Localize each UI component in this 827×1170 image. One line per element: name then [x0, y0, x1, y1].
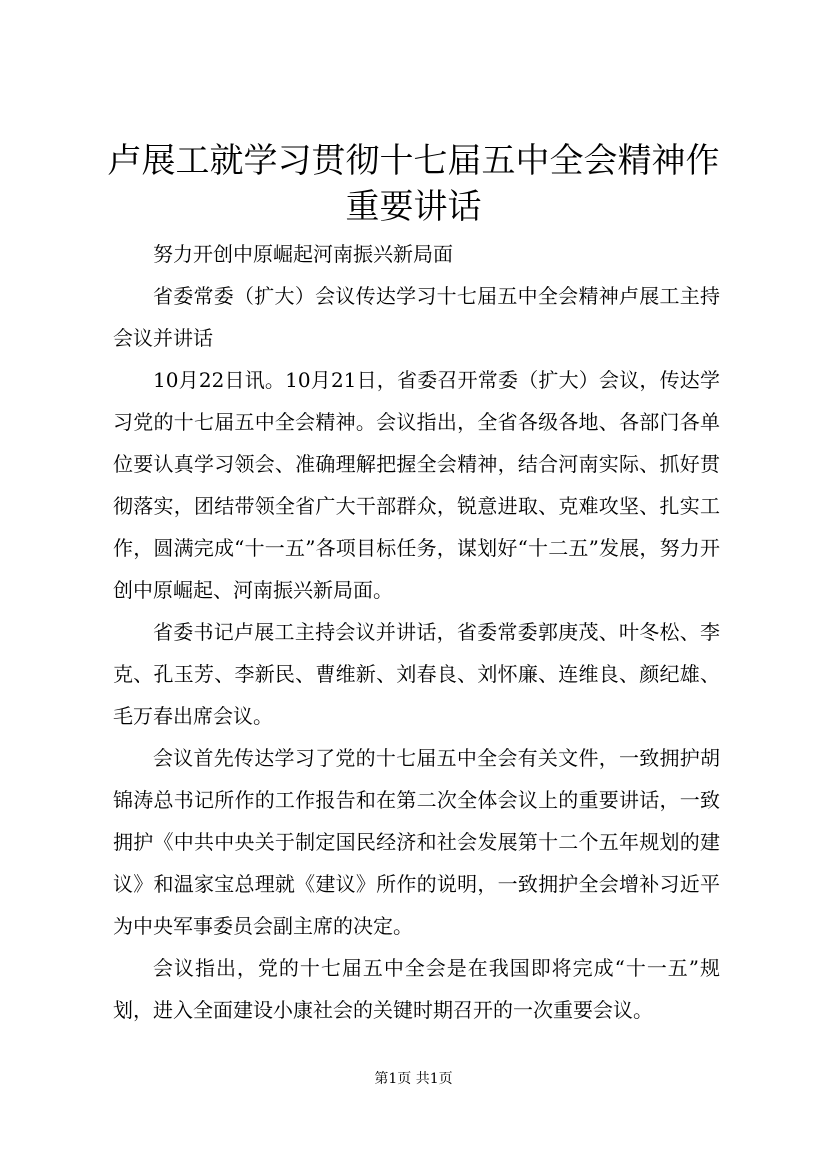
- body-paragraph: 会议首先传达学习了党的十七届五中全会有关文件，一致拥护胡锦涛总书记所作的工作报告和在第二次全体会议上的重要讲话，一致拥护《中共中央关于制定国民经济和社会发展第十二个五年规划的建议》和温家宝总理就《建议》所作的说明，一致拥护全会增补习近平为中央军事委员会副主席的决定。: [113, 746, 720, 938]
- body-paragraph: 会议指出，党的十七届五中全会是在我国即将完成“十一五”规划，进入全面建设小康社会的关键时期召开的一次重要会议。: [113, 956, 720, 1022]
- page-footer: 第1页 共1页: [374, 1071, 453, 1087]
- body-paragraph: 省委书记卢展工主持会议并讲话，省委常委郭庚茂、叶冬松、李克、孔玉芳、李新民、曹维新、刘春良、刘怀廉、连维良、颜纪雄、毛万春出席会议。: [113, 620, 720, 728]
- document-title: 卢展工就学习贯彻十七届五中全会精神作重要讲话: [107, 141, 720, 227]
- body-paragraph: 10月22日讯。10月21日，省委召开常委（扩大）会议，传达学习党的十七届五中全会精神。会议指出，全省各级各地、各部门各单位要认真学习领会、准确理解把握全会精神，结合河南实际、抓好贯彻落实，团结带领全省广大干部群众，锐意进取、克难攻坚、扎实工作，圆满完成“十一五”各项目标任务，谋划好“十二五”发展，努力开创中原崛起、河南振兴新局面。: [113, 368, 720, 602]
- subtitle-paragraph: 努力开创中原崛起河南振兴新局面: [153, 242, 453, 266]
- headline-paragraph: 省委常委（扩大）会议传达学习十七届五中全会精神卢展工主持会议并讲话: [113, 284, 720, 350]
- document-body: [113, 233, 720, 1031]
